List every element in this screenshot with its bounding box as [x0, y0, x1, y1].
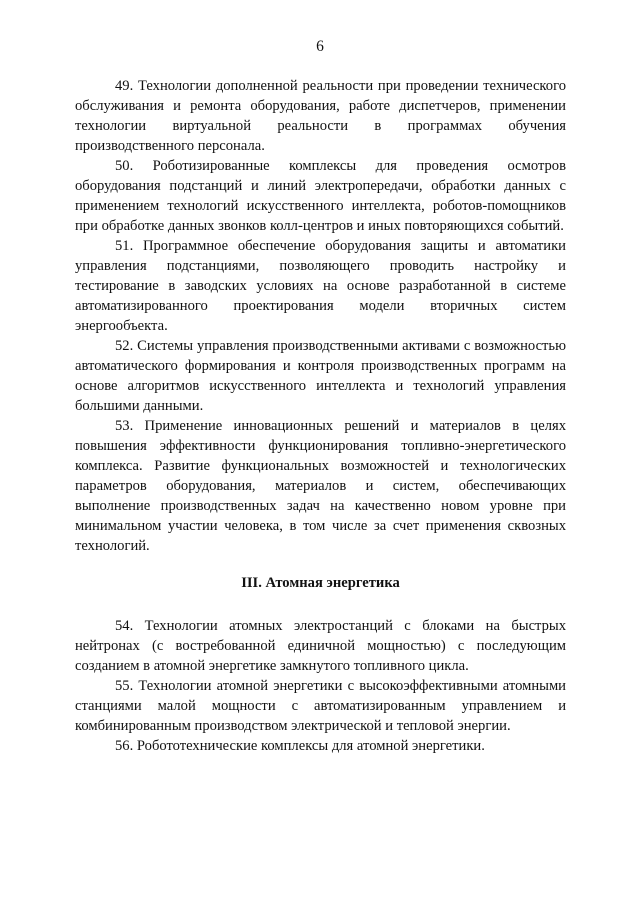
- paragraph-item-50: 50. Роботизированные комплексы для проведения осмотров оборудования подстанций и линий электропередачи, обработки данных с применением технологий искусственного интеллекта, роботов-помощников при обработке данных звонков колл-центров и иных повторяющихся событий.: [75, 158, 566, 234]
- section-heading: III. Атомная энергетика: [241, 575, 400, 591]
- paragraph-item-54: 54. Технологии атомных электростанций с блоками на быстрых нейтронах (с востребованной единичной мощностью) с последующим созданием в атомной энергетике замкнутого топливного цикла.: [75, 618, 566, 674]
- paragraph-item-51: 51. Программное обеспечение оборудования защиты и автоматики управления подстанциями, позволяющего проводить настройку и тестирование в заводских условиях на основе разработанной в системе автоматизированного проектирования модели вторичных систем энергообъекта.: [75, 238, 566, 334]
- document-body: [75, 76, 566, 756]
- paragraph-item-56: 56. Робототехнические комплексы для атомной энергетики.: [115, 738, 485, 754]
- paragraph-item-52: 52. Системы управления производственными активами с возможностью автоматического формирования и контроля производственных программ на основе алгоритмов искусственного интеллекта и технологий управления большими данными.: [75, 338, 566, 414]
- paragraph-item-49: 49. Технологии дополненной реальности при проведении технического обслуживания и ремонта оборудования, работе диспетчеров, применении технологии виртуальной реальности в программах обучения производственного персонала.: [75, 78, 566, 154]
- paragraph-item-53: 53. Применение инновационных решений и материалов в целях повышения эффективности функционирования топливно-энергетического комплекса. Развитие функциональных возможностей и технологических параметров оборудования, материалов и систем, обеспечивающих выполнение производственных задач на качественно новом уровне при минимальном участии человека, в том числе за счет применения сквозных технологий.: [75, 418, 566, 554]
- paragraph-item-55: 55. Технологии атомной энергетики с высокоэффективными атомными станциями малой мощности с автоматизированным управлением и комбинированным производством электрической и тепловой энергии.: [75, 678, 566, 734]
- page-number: 6: [316, 38, 324, 55]
